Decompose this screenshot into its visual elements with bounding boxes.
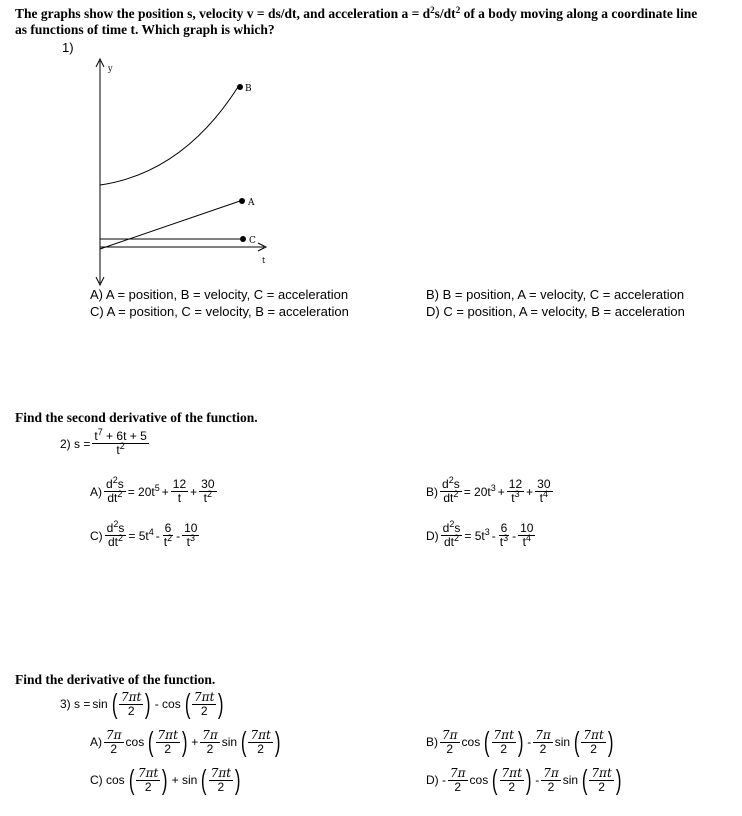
q2-c-dt-exp: 2 — [118, 533, 124, 543]
q2-b-op2: + — [526, 484, 534, 499]
intro-text-mid: s/dt — [434, 6, 456, 21]
q2-a-fraction-2 — [199, 478, 216, 505]
q2-b-f1-den-exp: 3 — [514, 489, 520, 499]
q2-b-f1-den: t — [511, 491, 515, 505]
q3-b-coef-1-den: 2 — [446, 741, 454, 756]
q2-d-fraction-1 — [498, 522, 510, 549]
q3-d-arg-1-lparen: ( — [492, 764, 498, 795]
q3-a-arg-2-rparen: ) — [274, 726, 281, 757]
q2-b-f2-num: 30 — [537, 477, 551, 491]
q3-b-coef-2-num: 7π — [535, 727, 551, 742]
q3-a-arg-1-lparen: ( — [148, 726, 154, 757]
q3-c-arg-2 — [199, 766, 242, 794]
q3-a-arg-1-num: 7πt — [157, 727, 178, 742]
q3-d-coef-1-num: 7π — [450, 765, 466, 780]
q2-c-f2-den-exp: 3 — [189, 533, 195, 543]
q3-d-arg-1 — [490, 766, 533, 794]
section2-heading: Find the second derivative of the function. — [15, 410, 258, 425]
q3-a-cos: cos — [125, 735, 145, 749]
q3-a-plus: + — [191, 735, 199, 749]
q2-d-op2: - — [512, 528, 517, 543]
q3-d-arg-2-den: 2 — [598, 779, 605, 794]
q3-a-arg-2-fraction — [248, 729, 272, 756]
q2-c-eq-exp: 4 — [148, 526, 154, 537]
q2-b-d-exp: 2 — [448, 475, 454, 485]
q3-option-a[interactable] — [90, 728, 282, 756]
q3-a-arg-2-num: 7πt — [250, 727, 271, 742]
q1-graph — [88, 55, 278, 287]
q2-b-fraction-2 — [535, 478, 552, 505]
q3-minus-cos: - cos — [154, 697, 181, 711]
q3-arg-1 — [110, 690, 153, 718]
label-a: A — [248, 198, 255, 208]
q3-c-arg-1-lparen: ( — [128, 764, 135, 795]
q3-d-arg-2-rparen: ) — [615, 764, 622, 795]
q2-option-c[interactable] — [90, 519, 199, 549]
q2-c-fraction-2 — [182, 522, 199, 549]
q2-b-fraction-1 — [507, 478, 524, 505]
line-a — [100, 201, 240, 249]
q2-num-t: t — [94, 429, 98, 443]
q3-arg-2-rparen: ) — [218, 688, 224, 719]
q3-option-b-letter: B) — [426, 735, 438, 749]
q3-b-arg-1 — [482, 728, 525, 756]
q3-option-d[interactable] — [426, 766, 623, 794]
q2-a-lhs-fraction — [104, 475, 126, 505]
q3-d-arg-2-num: 7πt — [591, 765, 612, 780]
q3-option-d-letter: D) - — [426, 773, 446, 787]
q2-c-f1-num: 6 — [164, 521, 172, 535]
label-b: B — [245, 84, 252, 94]
q2-d-letter: D) — [426, 528, 439, 543]
q3-d-coef-2-num: 7π — [543, 765, 559, 780]
q3-a-coef-1-den: 2 — [110, 741, 118, 756]
q3-b-arg-1-den: 2 — [500, 741, 508, 756]
q3-b-coef-2-den: 2 — [539, 741, 547, 756]
q2-b-eq — [463, 482, 496, 499]
q2-a-op2: + — [190, 484, 198, 499]
q1-option-b[interactable]: B) B = position, A = velocity, C = acceleration — [426, 287, 685, 302]
q2-d-eq-exp: 3 — [484, 526, 490, 537]
q2-a-f1-den: t — [177, 491, 182, 505]
question-intro — [15, 6, 697, 22]
q3-d-coef-2-den: 2 — [547, 779, 555, 794]
q3-c-arg-1-rparen: ) — [162, 764, 168, 795]
q2-d-op1: - — [491, 528, 496, 543]
q2-d-fraction-2 — [518, 522, 535, 549]
q3-d-minus: - — [535, 773, 540, 787]
q2-c-d: d — [106, 521, 114, 535]
q2-number: 2) s = — [60, 436, 91, 451]
q3-option-b[interactable] — [426, 728, 615, 756]
q2-d-dt-exp: 2 — [454, 533, 460, 543]
q3-d-coef-1-den: 2 — [454, 779, 462, 794]
q2-a-f2-den-exp: 2 — [206, 489, 212, 499]
q2-num-rest: + 6t + 5 — [102, 429, 147, 443]
q2-d-eq-text: = 5t — [464, 528, 485, 543]
q2-a-f2-den: t — [203, 491, 207, 505]
q3-d-arg-2-lparen: ( — [581, 764, 588, 795]
q2-b-eq-text: = 20t — [463, 484, 491, 499]
q2-c-d-exp: 2 — [113, 519, 119, 529]
q3-c-arg-2-rparen: ) — [234, 764, 241, 795]
q3-option-c-letter: C) cos — [90, 773, 125, 787]
q2-b-f2-den-exp: 4 — [542, 489, 548, 499]
q2-d-dt: dt — [444, 535, 455, 549]
q3-a-arg-1-fraction — [156, 729, 180, 756]
q3-a-arg-2-lparen: ( — [240, 726, 247, 757]
q3-arg-2-den: 2 — [200, 703, 208, 718]
q3-a-arg-2-den: 2 — [257, 741, 264, 756]
q3-a-coef-2 — [200, 729, 220, 756]
y-axis-label: y — [108, 64, 113, 73]
q2-a-eq-exp: 5 — [154, 482, 160, 493]
q2-a-s: s — [117, 477, 124, 491]
q2-c-fraction-1 — [162, 522, 174, 549]
intro-sup-1: 2 — [430, 5, 435, 15]
q2-b-dt: dt — [443, 491, 454, 505]
q3-a-arg-1 — [146, 728, 189, 756]
q3-c-arg-2-den: 2 — [217, 779, 225, 794]
q1-option-c[interactable]: C) A = position, C = velocity, B = acceleration — [90, 304, 349, 319]
q3-b-arg-1-num: 7πt — [493, 727, 514, 742]
q2-option-b[interactable] — [426, 475, 553, 505]
q3-d-coef-2 — [541, 767, 561, 794]
intro-text-end: of a body moving along a coordinate line — [460, 6, 698, 21]
q3-b-arg-2-rparen: ) — [607, 726, 614, 757]
q3-d-cos: cos — [469, 773, 489, 787]
q2-d-f2-den: t — [522, 535, 526, 549]
q2-b-d: d — [442, 477, 449, 491]
q2-c-f2-den: t — [186, 535, 190, 549]
q3-c-arg-1-den: 2 — [144, 779, 152, 794]
q3-d-arg-2 — [580, 766, 623, 794]
q3-d-arg-2-fraction — [589, 767, 613, 794]
q2-b-lhs-fraction — [440, 475, 462, 505]
q3-a-coef-2-num: 7π — [202, 727, 218, 742]
q2-a-eq-text: = 20t — [127, 484, 155, 499]
q3-a-sin: sin — [221, 735, 238, 749]
section3-heading: Find the derivative of the function. — [15, 672, 216, 687]
q3-arg-2-lparen: ( — [184, 688, 191, 719]
q2-d-f1-den-exp: 3 — [503, 533, 509, 543]
q3-sin: sin — [92, 697, 108, 711]
q2-a-op1: + — [161, 484, 169, 499]
question-intro-line2: as functions of time t. Which graph is which? — [15, 22, 275, 37]
q2-a-d: d — [106, 477, 113, 491]
q3-b-coef-1 — [440, 729, 460, 756]
q3-c-arg-1 — [127, 766, 170, 794]
q2-c-dt: dt — [108, 535, 119, 549]
q2-a-d-exp: 2 — [112, 475, 118, 485]
q1-option-a[interactable]: A) A = position, B = velocity, C = acceleration — [90, 287, 349, 302]
q3-arg-2-num: 7πt — [194, 689, 215, 704]
q3-arg-2 — [183, 690, 226, 718]
q2-c-op2: - — [176, 528, 181, 543]
q3-b-arg-1-rparen: ) — [517, 726, 524, 757]
q2-fraction — [92, 427, 148, 457]
q3-c-arg-1-fraction — [136, 767, 160, 794]
q3-d-sin: sin — [562, 773, 579, 787]
q3-c-arg-1-num: 7πt — [138, 765, 159, 780]
q2-b-f2-den: t — [539, 491, 543, 505]
q3-b-arg-2-fraction — [581, 729, 605, 756]
q2-option-d[interactable] — [426, 519, 535, 549]
q3-d-arg-1-den: 2 — [508, 779, 516, 794]
q3-arg-1-num: 7πt — [121, 689, 142, 704]
q3-a-coef-1 — [104, 729, 124, 756]
q3-arg-1-fraction — [119, 691, 143, 718]
q3-option-c[interactable] — [90, 766, 242, 794]
intro-text-1: The graphs show the position s, velocity v = ds/dt, and acceleration a = d — [15, 6, 431, 21]
q3-arg-2-fraction — [192, 691, 216, 718]
q2-a-f1-num: 12 — [172, 477, 187, 491]
q3-b-minus: - — [527, 735, 532, 749]
q2-num-exp: 7 — [97, 427, 103, 437]
q3-b-arg-1-lparen: ( — [484, 726, 490, 757]
q2-b-f1-num: 12 — [508, 477, 523, 491]
q3-b-arg-1-fraction — [492, 729, 516, 756]
q3-arg-1-lparen: ( — [111, 688, 118, 719]
q2-c-eq — [128, 526, 154, 543]
q2-den-t: t — [116, 443, 120, 457]
q2-den-exp: 2 — [119, 441, 125, 451]
q3-option-a-letter: A) — [90, 735, 102, 749]
q2-d-f1-den: t — [499, 535, 504, 549]
q3-d-coef-1 — [448, 767, 468, 794]
q2-b-letter: B) — [426, 484, 438, 499]
q2-a-dt: dt — [107, 491, 118, 505]
q2-c-s: s — [118, 521, 125, 535]
q3-b-sin: sin — [554, 735, 571, 749]
intro-sup-2: 2 — [455, 5, 461, 15]
q3-b-coef-2 — [533, 729, 553, 756]
q2-option-a[interactable] — [90, 475, 217, 505]
q2-a-letter: A) — [90, 484, 102, 499]
q3-a-arg-1-den: 2 — [164, 741, 172, 756]
label-c: C — [249, 236, 256, 246]
q2-c-f1-den-exp: 2 — [167, 533, 173, 543]
q3-b-arg-2 — [572, 728, 615, 756]
q2-b-dt-exp: 2 — [453, 489, 459, 499]
q2-d-lhs-fraction — [441, 519, 463, 549]
q3-b-arg-2-den: 2 — [590, 741, 597, 756]
t-axis-label: t — [262, 256, 266, 265]
q3-d-arg-1-fraction — [500, 767, 524, 794]
q3-arg-1-den: 2 — [127, 703, 135, 718]
q2-d-d: d — [442, 521, 450, 535]
q3-number: 3) s = — [60, 697, 91, 711]
q3-a-arg-1-rparen: ) — [181, 726, 188, 757]
q2-function — [60, 427, 149, 457]
q2-d-f1-num: 6 — [500, 521, 508, 535]
q2-d-eq — [464, 526, 490, 543]
q3-d-arg-1-rparen: ) — [525, 764, 532, 795]
q2-b-s: s — [453, 477, 460, 491]
curve-b — [100, 87, 238, 185]
q2-b-eq-exp: 3 — [490, 482, 496, 493]
q2-c-letter: C) — [90, 528, 103, 543]
q3-b-arg-2-lparen: ( — [573, 726, 580, 757]
q3-a-arg-2 — [239, 728, 282, 756]
q3-d-arg-1-num: 7πt — [501, 765, 522, 780]
q3-c-arg-2-lparen: ( — [201, 764, 207, 795]
q2-a-fraction-1 — [171, 478, 188, 505]
q3-arg-1-rparen: ) — [145, 688, 151, 719]
point-c — [240, 236, 246, 242]
q3-b-coef-1-num: 7π — [442, 727, 458, 742]
q2-a-eq — [127, 482, 160, 499]
point-a — [239, 198, 245, 204]
q3-c-arg-2-fraction — [209, 767, 233, 794]
q3-c-arg-2-num: 7πt — [210, 765, 232, 780]
q2-c-op1: - — [155, 528, 160, 543]
q2-a-dt-exp: 2 — [117, 489, 123, 499]
q2-b-op1: + — [497, 484, 505, 499]
q2-c-eq-text: = 5t — [128, 528, 149, 543]
q2-d-f2-num: 10 — [520, 521, 534, 535]
q3-a-coef-1-num: 7π — [106, 727, 122, 742]
q1-option-d[interactable]: D) C = position, A = velocity, B = acceleration — [426, 304, 685, 319]
q3-a-coef-2-den: 2 — [206, 741, 214, 756]
q3-b-cos: cos — [461, 735, 481, 749]
q2-d-s: s — [454, 521, 461, 535]
q3-b-arg-2-num: 7πt — [583, 727, 604, 742]
q2-c-f2-num: 10 — [184, 521, 198, 535]
q1-number: 1) — [62, 40, 74, 55]
q3-function — [60, 690, 226, 718]
q2-a-f2-num: 30 — [201, 477, 215, 491]
q2-c-f1-den: t — [163, 535, 168, 549]
q3-c-plus-sin: + sin — [171, 773, 198, 787]
q2-d-f2-den-exp: 4 — [525, 533, 531, 543]
q2-c-lhs-fraction — [105, 519, 127, 549]
point-b — [237, 84, 243, 90]
q2-d-d-exp: 2 — [449, 519, 455, 529]
